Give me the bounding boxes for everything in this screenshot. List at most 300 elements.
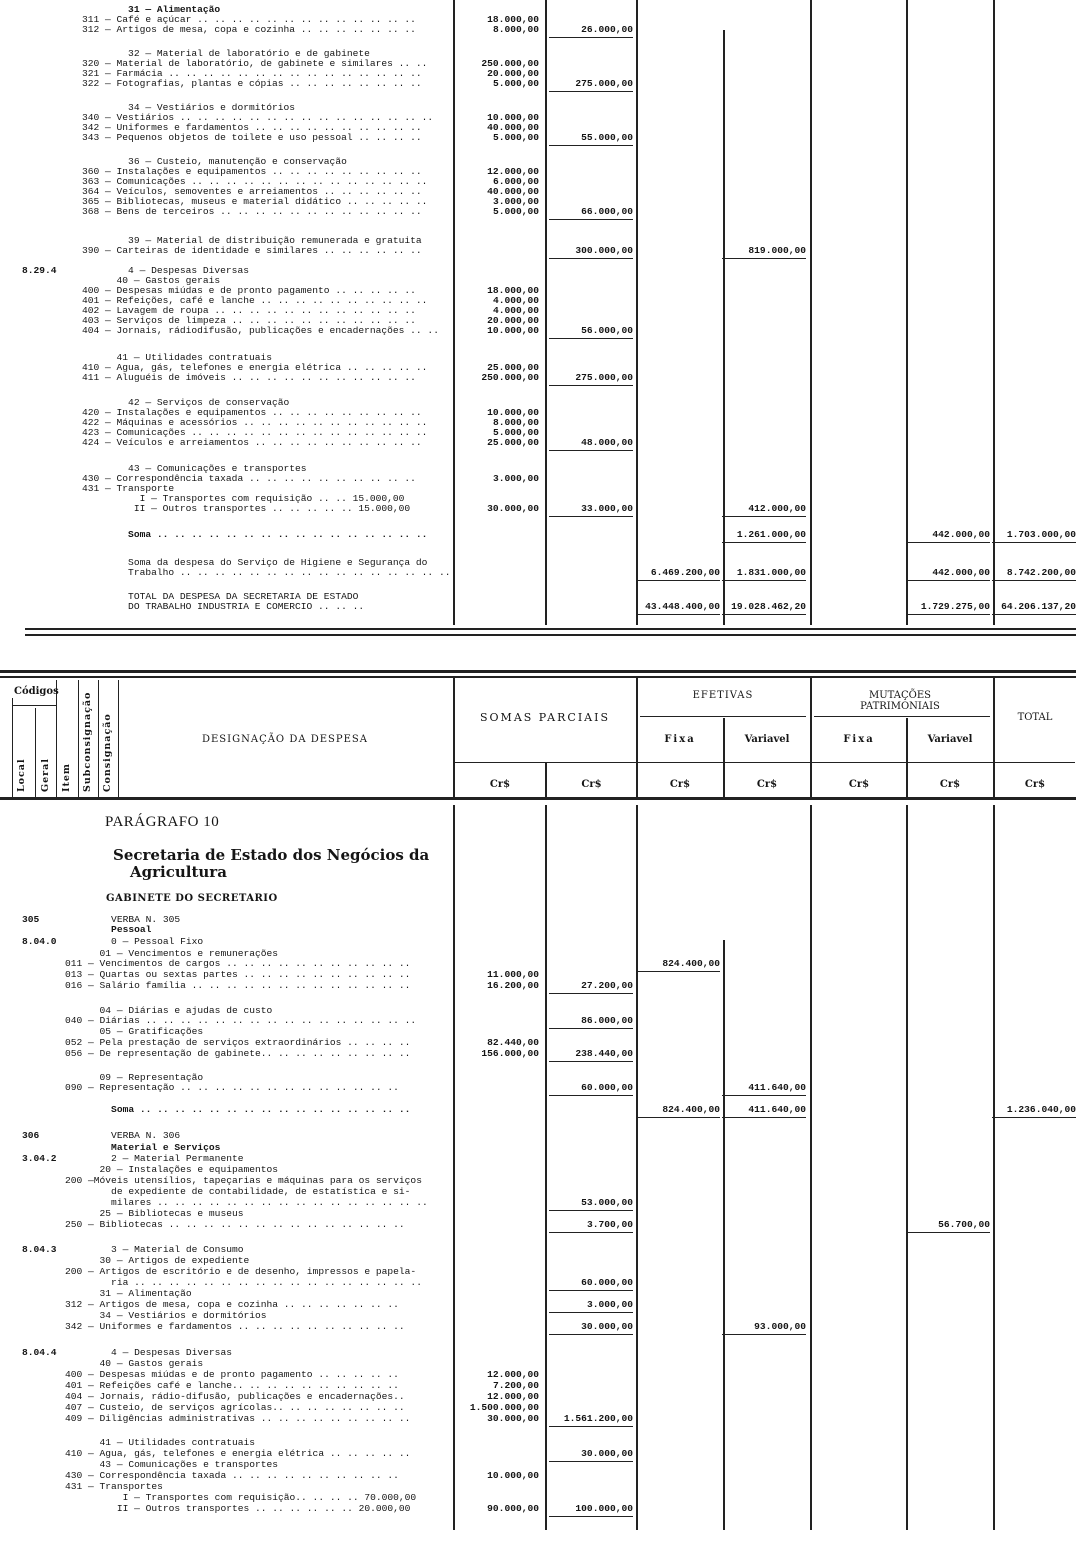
- row-label: DO TRABALHO INDUSTRIA E COMERCIO .. .. ..: [82, 601, 365, 612]
- subtotal-underline: [549, 993, 633, 994]
- designacao-header: DESIGNAÇÃO DA DESPESA: [201, 734, 368, 745]
- value-ev: 411.640,00: [748, 1104, 806, 1115]
- row-label: I — Transportes com requisição .. .. 15.000,00: [82, 493, 405, 504]
- row-label: 423 — Comunicações .. .. .. .. .. .. .. .. .. .. .. .. .. ..: [82, 427, 428, 438]
- value-p1: 5.000,00: [492, 427, 539, 438]
- value-p2: 33.000,00: [581, 503, 633, 514]
- value-p2: 55.000,00: [581, 132, 633, 143]
- ledger-row: [0, 1449, 1086, 1459]
- ledger-row: [0, 1267, 1086, 1277]
- value-p1: 18.000,00: [487, 14, 539, 25]
- subtotal-underline: [992, 580, 1076, 581]
- ledger-row: [0, 1438, 1086, 1448]
- ledger-row: [0, 326, 1086, 336]
- ledger-row: [0, 504, 1086, 514]
- row-label: 404 — Jornais, rádio-difusão, publicações e encadernações..: [65, 1391, 405, 1402]
- ledger-row: [0, 1187, 1086, 1197]
- header-bottom-rule: [0, 797, 1076, 800]
- ledger-row: [0, 1278, 1086, 1288]
- row-code: 306: [22, 1130, 40, 1141]
- value-p1: 5.000,00: [492, 78, 539, 89]
- row-label: 342 — Uniformes e fardamentos .. .. .. .. .. .. .. .. .. ..: [82, 122, 422, 133]
- subconsignacao-header: Subconsignação: [82, 691, 93, 792]
- ledger-row: [0, 1370, 1086, 1380]
- row-label: ria .. .. .. .. .. .. .. .. .. .. .. .. .. .. .. .. ..: [65, 1277, 422, 1288]
- subtotal-underline: [906, 580, 990, 581]
- ledger-row: [0, 373, 1086, 383]
- value-p1: 90.000,00: [487, 1503, 539, 1514]
- row-code: 3.04.2: [22, 1153, 57, 1164]
- value-p2: 26.000,00: [581, 24, 633, 35]
- value-p1: 7.200,00: [492, 1380, 539, 1391]
- subtotal-underline: [549, 1426, 633, 1427]
- currency-label: Cr$: [848, 779, 870, 790]
- value-p1: 18.000,00: [487, 285, 539, 296]
- row-label: VERBA N. 306: [65, 1130, 181, 1141]
- row-label: 0 — Pessoal Fixo: [65, 936, 204, 947]
- row-label: 39 — Material de distribuição remunerada e gratuita: [82, 235, 422, 246]
- value-p1: 5.000,00: [492, 132, 539, 143]
- subtotal-underline: [549, 516, 633, 517]
- row-label: 30 — Artigos de expediente: [65, 1255, 250, 1266]
- row-label: 422 — Máquinas e acessórios .. .. .. .. .. .. .. .. .. .. ..: [82, 417, 428, 428]
- row-label: 40 — Gastos gerais: [65, 1358, 204, 1369]
- value-p1: 8.000,00: [492, 24, 539, 35]
- ledger-row: [0, 1311, 1086, 1321]
- ledger-row: [0, 1016, 1086, 1026]
- value-p1: 3.000,00: [492, 473, 539, 484]
- row-label: VERBA N. 305: [65, 914, 181, 925]
- row-label: 43 — Comunicações e transportes: [65, 1459, 279, 1470]
- subtotal-underline: [992, 542, 1076, 543]
- value-p1: 10.000,00: [487, 1470, 539, 1481]
- currency-label: Cr$: [669, 779, 691, 790]
- ledger-row: [0, 1322, 1086, 1332]
- value-p1: 5.000,00: [492, 206, 539, 217]
- header-rule: [12, 698, 13, 798]
- row-label: 322 — Fotografias, plantas e cópias .. .. .. .. .. .. .. ..: [82, 78, 422, 89]
- row-label: 431 — Transportes: [65, 1481, 163, 1492]
- row-label: 363 — Comunicações .. .. .. .. .. .. .. .. .. .. .. .. .. ..: [82, 176, 428, 187]
- currency-label: Cr$: [1024, 779, 1046, 790]
- ledger-row: [0, 1198, 1086, 1208]
- row-label: 343 — Pequenos objetos de toilete e uso pessoal .. .. .. ..: [82, 132, 422, 143]
- subtotal-underline: [549, 1334, 633, 1335]
- subtotal-underline: [906, 614, 990, 615]
- row-label: de expediente de contabilidade, de estatística e si-: [65, 1186, 411, 1197]
- variavel-mutacao-header: Variavel: [927, 734, 973, 745]
- value-p2: 60.000,00: [581, 1277, 633, 1288]
- row-label: 43 — Comunicações e transportes: [82, 463, 307, 474]
- ledger-row: [0, 1245, 1086, 1255]
- subtotal-underline: [549, 1232, 633, 1233]
- row-code: 305: [22, 914, 40, 925]
- row-label: 3 — Material de Consumo: [65, 1244, 244, 1255]
- value-mv: 56.700,00: [938, 1219, 990, 1230]
- subtotal-underline: [722, 258, 806, 259]
- ledger-row: [0, 937, 1086, 947]
- ledger-row: [0, 1493, 1086, 1503]
- row-label: 25 — Bibliotecas e museus: [65, 1208, 244, 1219]
- value-ev: 412.000,00: [748, 503, 806, 514]
- value-tot: 1.236.040,00: [1006, 1104, 1076, 1115]
- row-label: 41 — Utilidades contratuais: [82, 352, 272, 363]
- value-p2: 3.000,00: [586, 1299, 633, 1310]
- row-label: 32 — Material de laboratório e de gabinete: [82, 48, 370, 59]
- ledger-row: [0, 1143, 1086, 1153]
- subtotal-underline: [549, 91, 633, 92]
- value-p2: 238.440,00: [575, 1048, 633, 1059]
- row-label: 342 — Uniformes e fardamentos .. .. .. .. .. .. .. .. .. ..: [65, 1321, 405, 1332]
- somas-parciais-header: SOMAS PARCIAIS: [480, 711, 610, 724]
- row-label: II — Outros transportes .. .. .. .. .. 15.000,00: [82, 503, 411, 514]
- row-label: 424 — Veículos e arreiamentos .. .. .. .. .. .. .. .. .. ..: [82, 437, 422, 448]
- value-tot: 64.206.137,20: [1001, 601, 1076, 612]
- row-label: 36 — Custeio, manutenção e conservação: [82, 156, 347, 167]
- ledger-row: [0, 79, 1086, 89]
- row-label: 04 — Diárias e ajudas de custo: [65, 1005, 273, 1016]
- subtotal-underline: [549, 338, 633, 339]
- value-ef: 6.469.200,00: [650, 567, 720, 578]
- ledger-row: [0, 1403, 1086, 1413]
- row-label: 321 — Farmácia .. .. .. .. .. .. .. .. .. .. .. .. .. .. ..: [82, 68, 422, 79]
- value-p1: 8.000,00: [492, 417, 539, 428]
- value-p2: 60.000,00: [581, 1082, 633, 1093]
- row-label: 05 — Gratificações: [65, 1026, 204, 1037]
- row-code: 8.04.3: [22, 1244, 57, 1255]
- ledger-row: [0, 959, 1086, 969]
- item-header: Item: [61, 763, 72, 792]
- ledger-row: [0, 915, 1086, 925]
- local-header: Local: [16, 758, 27, 792]
- row-label: 311 — Café e açúcar .. .. .. .. .. .. .. .. .. .. .. .. ..: [82, 14, 416, 25]
- header-rule: [78, 680, 79, 798]
- ledger-row: [0, 1038, 1086, 1048]
- subtotal-underline: [549, 385, 633, 386]
- value-p1: 30.000,00: [487, 1413, 539, 1424]
- value-p2: 100.000,00: [575, 1503, 633, 1514]
- value-p1: 16.200,00: [487, 980, 539, 991]
- ledger-row: [0, 1289, 1086, 1299]
- value-p1: 20.000,00: [487, 68, 539, 79]
- codigos-header: Códigos: [14, 686, 59, 697]
- value-ef: 43.448.400,00: [645, 601, 720, 612]
- subtotal-underline: [722, 614, 806, 615]
- secretaria-line-1: Secretaria de Estado dos Negócios da: [113, 846, 430, 864]
- value-p2: 3.700,00: [586, 1219, 633, 1230]
- row-label: 409 — Diligências administrativas .. .. .. .. .. .. .. .. ..: [65, 1413, 411, 1424]
- row-label: 407 — Custeio, de serviços agrícolas.. .. .. .. .. .. .. ..: [65, 1402, 405, 1413]
- gabinete-heading: GABINETE DO SECRETARIO: [106, 893, 278, 904]
- row-label: 431 — Transporte: [82, 483, 175, 494]
- value-p2: 56.000,00: [581, 325, 633, 336]
- subtotal-underline: [722, 516, 806, 517]
- subtotal-underline: [906, 542, 990, 543]
- value-p1: 10.000,00: [487, 325, 539, 336]
- ledger-row: [0, 1381, 1086, 1391]
- header-rule: [814, 716, 990, 717]
- row-label: 312 — Artigos de mesa, copa e cozinha .. .. .. .. .. .. ..: [82, 24, 416, 35]
- value-tot: 1.703.000,00: [1006, 529, 1076, 540]
- value-ev: 19.028.462,20: [731, 601, 806, 612]
- row-label: 400 — Despesas miúdas e de pronto pagamento .. .. .. .. ..: [82, 285, 416, 296]
- ledger-row: [0, 1414, 1086, 1424]
- value-p2: 66.000,00: [581, 206, 633, 217]
- ledger-row: [0, 1165, 1086, 1175]
- subtotal-underline: [906, 1232, 990, 1233]
- row-label: 31 — Alimentação: [82, 4, 221, 15]
- row-label: 365 — Bibliotecas, museus e material didático .. .. .. .. ..: [82, 196, 428, 207]
- row-label: 410 — Agua, gás, telefones e energia elétrica .. .. .. .. ..: [82, 362, 428, 373]
- subtotal-underline: [636, 1117, 720, 1118]
- fixa-header: Fixa: [664, 734, 696, 745]
- row-label: 31 — Alimentação: [65, 1288, 192, 1299]
- row-label: 011 — Vencimentos de cargos .. .. .. .. .. .. .. .. .. .. ..: [65, 958, 411, 969]
- subtotal-underline: [549, 37, 633, 38]
- ledger-row: [0, 1176, 1086, 1186]
- row-label: 20 — Instalações e equipamentos: [65, 1164, 279, 1175]
- row-label: 390 — Carteiras de identidade e similares .. .. .. .. .. ..: [82, 245, 422, 256]
- row-label: 360 — Instalações e equipamentos .. .. .. .. .. .. .. .. ..: [82, 166, 422, 177]
- row-label: 250 — Bibliotecas .. .. .. .. .. .. .. .. .. .. .. .. .. ..: [65, 1219, 405, 1230]
- value-p2: 53.000,00: [581, 1197, 633, 1208]
- row-label: 430 — Correspondência taxada .. .. .. .. .. .. .. .. .. ..: [65, 1470, 399, 1481]
- section-rule: [25, 634, 1076, 636]
- value-ev: 93.000,00: [754, 1321, 806, 1332]
- currency-label: Cr$: [756, 779, 778, 790]
- value-p1: 25.000,00: [487, 362, 539, 373]
- header-rule: [56, 680, 57, 798]
- row-label: 402 — Lavagem de roupa .. .. .. .. .. .. .. .. .. .. .. ..: [82, 305, 416, 316]
- value-p1: 40.000,00: [487, 122, 539, 133]
- ledger-row: [0, 1131, 1086, 1141]
- value-p1: 1.500.000,00: [469, 1402, 539, 1413]
- header-rule: [12, 705, 56, 706]
- ledger-row: [0, 438, 1086, 448]
- row-label: 312 — Artigos de mesa, copa e cozinha .. .. .. .. .. .. ..: [65, 1299, 399, 1310]
- ledger-row: [0, 1471, 1086, 1481]
- ledger-row: [0, 602, 1086, 612]
- currency-label: Cr$: [581, 779, 602, 790]
- row-label: 040 — Diárias .. .. .. .. .. .. .. .. .. .. .. .. .. .. .. ..: [65, 1015, 417, 1026]
- value-p2: 27.200,00: [581, 980, 633, 991]
- subtotal-underline: [722, 580, 806, 581]
- value-p2: 300.000,00: [575, 245, 633, 256]
- paragraph-title: PARÁGRAFO 10: [105, 814, 220, 830]
- row-label: 340 — Vestiários .. .. .. .. .. .. .. .. .. .. .. .. .. .. ..: [82, 112, 434, 123]
- secretaria-line-2: Agricultura: [130, 863, 227, 881]
- row-label: 34 — Vestiários e dormitórios: [82, 102, 296, 113]
- value-p1: 12.000,00: [487, 1391, 539, 1402]
- row-label: 410 — Agua, gás, telefones e energia elétrica .. .. .. .. ..: [65, 1448, 411, 1459]
- value-p1: 10.000,00: [487, 407, 539, 418]
- row-label: 200 — Artigos de escritório e de desenho, impressos e papela-: [65, 1266, 417, 1277]
- subtotal-underline: [549, 145, 633, 146]
- value-p1: 10.000,00: [487, 112, 539, 123]
- ledger-row: [0, 1083, 1086, 1093]
- ledger-row: [0, 981, 1086, 991]
- value-ev: 411.640,00: [748, 1082, 806, 1093]
- subtotal-underline: [722, 542, 806, 543]
- value-p2: 86.000,00: [581, 1015, 633, 1026]
- subtotal-underline: [636, 614, 720, 615]
- ledger-row: [0, 925, 1086, 935]
- row-label: 01 — Vencimentos e remunerações: [65, 948, 279, 959]
- subtotal-underline: [549, 1061, 633, 1062]
- value-p1: 20.000,00: [487, 315, 539, 326]
- subtotal-underline: [992, 1117, 1076, 1118]
- row-label: milares .. .. .. .. .. .. .. .. .. .. .. .. .. .. .. ..: [65, 1197, 428, 1208]
- header-rule: [35, 708, 36, 798]
- subtotal-underline: [636, 580, 720, 581]
- header-rule: [455, 762, 1075, 763]
- subtotal-underline: [992, 614, 1076, 615]
- ledger-row: [0, 1348, 1086, 1358]
- row-label: Soma da despesa do Serviço de Higiene e Segurança do: [82, 557, 428, 568]
- ledger-row: [0, 1504, 1086, 1514]
- subtotal-underline: [549, 219, 633, 220]
- row-label: 2 — Material Permanente: [65, 1153, 244, 1164]
- ledger-row: [0, 1460, 1086, 1470]
- value-mv: 1.729.275,00: [920, 601, 990, 612]
- value-p1: 30.000,00: [487, 503, 539, 514]
- subtotal-underline: [722, 1117, 806, 1118]
- ledger-row: [0, 568, 1086, 578]
- value-ev: 819.000,00: [748, 245, 806, 256]
- header-rule: [118, 680, 119, 798]
- row-label: 056 — De representação de gabinete.. .. .. .. .. .. .. .. ..: [65, 1048, 411, 1059]
- row-label: 4 — Despesas Diversas: [82, 265, 249, 276]
- row-label: 200 —Móveis utensílios, tapeçarias e máquinas para os serviços: [65, 1175, 422, 1186]
- ledger-row: [0, 133, 1086, 143]
- ledger-row: [0, 1105, 1086, 1115]
- value-mv: 442.000,00: [932, 529, 990, 540]
- currency-label: Cr$: [489, 779, 511, 790]
- value-p1: 11.000,00: [487, 969, 539, 980]
- value-tot: 8.742.200,00: [1006, 567, 1076, 578]
- value-p2: 1.561.200,00: [563, 1413, 633, 1424]
- value-mv: 442.000,00: [932, 567, 990, 578]
- value-p1: 156.000,00: [481, 1048, 539, 1059]
- row-label: Pessoal: [65, 924, 152, 935]
- ledger-row: [0, 1027, 1086, 1037]
- row-label: I — Transportes com requisição.. .. .. .. 70.000,00: [65, 1492, 417, 1503]
- row-label: 013 — Quartas ou sextas partes .. .. .. .. .. .. .. .. .. ..: [65, 969, 411, 980]
- row-label: 368 — Bens de terceiros .. .. .. .. .. .. .. .. .. .. .. ..: [82, 206, 422, 217]
- row-code: 8.29.4: [22, 265, 57, 276]
- row-code: 8.04.4: [22, 1347, 57, 1358]
- ledger-row: [0, 530, 1086, 540]
- row-label: 403 — Serviços de limpeza .. .. .. .. .. .. .. .. .. .. ..: [82, 315, 416, 326]
- value-p2: 48.000,00: [581, 437, 633, 448]
- row-label: II — Outros transportes .. .. .. .. .. .. 20.000,00: [65, 1503, 411, 1514]
- header-top-rule: [0, 670, 1076, 673]
- row-label: 364 — Veículos, semoventes e arreiamentos .. .. .. .. .. ..: [82, 186, 422, 197]
- row-label: Soma .. .. .. .. .. .. .. .. .. .. .. .. .. .. .. ..: [82, 529, 428, 540]
- ledger-row: [0, 1209, 1086, 1219]
- row-label: 404 — Jornais, rádiodifusão, publicações e encadernações .. ..: [82, 325, 439, 336]
- mutacoes-header: MUTAÇÕES PATRIMONIAIS: [860, 690, 940, 712]
- ledger-row: [0, 25, 1086, 35]
- ledger-row: [0, 1049, 1086, 1059]
- row-label: 42 — Serviços de conservação: [82, 397, 290, 408]
- value-p1: 82.440,00: [487, 1037, 539, 1048]
- row-label: 320 — Material de laboratório, de gabinete e similares .. ..: [82, 58, 428, 69]
- row-label: 420 — Instalações e equipamentos .. .. .. .. .. .. .. .. ..: [82, 407, 422, 418]
- header-rule: [640, 716, 806, 717]
- value-p1: 250.000,00: [481, 372, 539, 383]
- value-ef: 824.400,00: [662, 1104, 720, 1115]
- row-label: 052 — Pela prestação de serviços extraordinários .. .. .. ..: [65, 1037, 411, 1048]
- row-label: 401 — Refeições café e lanche.. .. .. .. .. .. .. .. .. ..: [65, 1380, 399, 1391]
- value-p2: 275.000,00: [575, 78, 633, 89]
- row-label: 09 — Representação: [65, 1072, 204, 1083]
- value-p2: 275.000,00: [575, 372, 633, 383]
- ledger-row: [0, 246, 1086, 256]
- row-label: Trabalho .. .. .. .. .. .. .. .. .. .. .. .. .. .. .. ..: [82, 567, 451, 578]
- ledger-row: [0, 1392, 1086, 1402]
- header-rule: [98, 680, 99, 798]
- ledger-row: [0, 1359, 1086, 1369]
- value-p1: 25.000,00: [487, 437, 539, 448]
- value-p1: 250.000,00: [481, 58, 539, 69]
- value-ev: 1.831.000,00: [736, 567, 806, 578]
- subtotal-underline: [549, 1095, 633, 1096]
- row-label: 090 — Representação .. .. .. .. .. .. .. .. .. .. .. .. ..: [65, 1082, 399, 1093]
- fixa-mutacao-header: Fixa: [843, 734, 875, 745]
- ledger-row: [0, 1220, 1086, 1230]
- ledger-row: [0, 1256, 1086, 1266]
- value-ef: 824.400,00: [662, 958, 720, 969]
- row-label: 4 — Despesas Diversas: [65, 1347, 232, 1358]
- ledger-row: [0, 970, 1086, 980]
- value-ev: 1.261.000,00: [736, 529, 806, 540]
- subtotal-underline: [549, 1516, 633, 1517]
- subtotal-underline: [722, 1334, 806, 1335]
- row-label: 016 — Salário família .. .. .. .. .. .. .. .. .. .. .. .. ..: [65, 980, 411, 991]
- value-p1: 40.000,00: [487, 186, 539, 197]
- ledger-row: [0, 207, 1086, 217]
- row-label: Soma .. .. .. .. .. .. .. .. .. .. .. .. .. .. .. ..: [65, 1104, 411, 1115]
- row-label: 430 — Correspondência taxada .. .. .. .. .. .. .. .. .. ..: [82, 473, 416, 484]
- row-label: TOTAL DA DESPESA DA SECRETARIA DE ESTADO: [82, 591, 359, 602]
- row-label: 411 — Aluguéis de imóveis .. .. .. .. .. .. .. .. .. .. ..: [82, 372, 416, 383]
- total-header: TOTAL: [1017, 712, 1053, 723]
- value-p1: 12.000,00: [487, 166, 539, 177]
- subtotal-underline: [722, 1095, 806, 1096]
- value-p1: 12.000,00: [487, 1369, 539, 1380]
- value-p1: 6.000,00: [492, 176, 539, 187]
- row-label: 40 — Gastos gerais: [82, 275, 221, 286]
- value-p1: 4.000,00: [492, 295, 539, 306]
- variavel-header: Variavel: [744, 734, 790, 745]
- ledger-row: [0, 1154, 1086, 1164]
- subtotal-underline: [549, 258, 633, 259]
- currency-label: Cr$: [939, 779, 961, 790]
- header-top-rule: [0, 676, 1076, 678]
- row-code: 8.04.0: [22, 936, 57, 947]
- consignacao-header: Consignação: [102, 713, 113, 792]
- secretaria-title: [113, 847, 429, 881]
- ledger-row: [0, 1300, 1086, 1310]
- row-label: 34 — Vestiários e dormitórios: [65, 1310, 267, 1321]
- ledger-row: [0, 1482, 1086, 1492]
- value-p1: 3.000,00: [492, 196, 539, 207]
- section-rule: [25, 628, 1076, 630]
- geral-header: Geral: [40, 758, 51, 792]
- value-p1: 4.000,00: [492, 305, 539, 316]
- row-label: 401 — Refeições, café e lanche .. .. .. .. .. .. .. .. .. ..: [82, 295, 428, 306]
